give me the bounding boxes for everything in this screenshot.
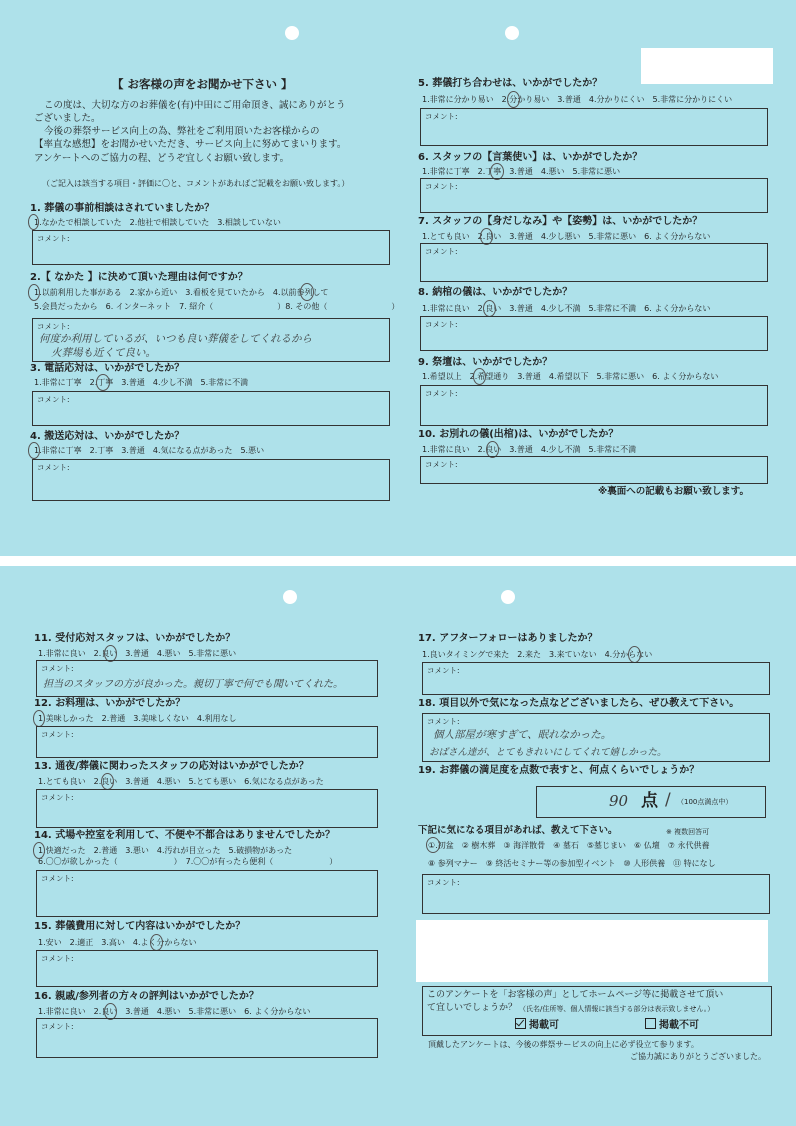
handwritten-comment: 担当のスタッフの方が良かった。親切丁寧で何でも聞いてくれた。 [43, 679, 343, 690]
punch-hole [505, 26, 519, 40]
selection-circle [426, 837, 440, 853]
selection-circle [96, 374, 110, 391]
satisfaction-score-box[interactable] [536, 786, 766, 818]
question-9-title: 9. 祭壇は、いかがでしたか？ [418, 357, 553, 368]
interest-items-row[interactable]: ①.初盆 ② 樹木葬 ③ 海洋散骨 ④ 墓石 ⑤墓じまい ⑥ 仏壇 ⑦ 永代供養 [428, 841, 710, 850]
selection-circle [33, 710, 45, 727]
checkbox-empty-icon[interactable] [645, 1018, 656, 1029]
selection-circle [28, 284, 40, 301]
satisfaction-score-value: 90 [609, 792, 629, 810]
question-11-title: 11. 受付応対スタッフは、いかがでしたか？ [34, 633, 236, 644]
publish-question: て宜しいでしょうか？ [427, 1003, 518, 1013]
question-10-options[interactable]: 1.非常に良い 2.良い 3.普通 4.少し不満 5.非常に不満 [422, 445, 637, 454]
question-2-title: 2.【 なかた 】に決めて頂いた理由は何ですか？ [30, 272, 248, 283]
question-5-comment-box[interactable] [420, 108, 768, 146]
question-8-comment-box[interactable] [420, 316, 768, 351]
intro-text: 【率直な感想】をお聞かせいただき、サービス向上に努めてまいります。 [34, 139, 347, 150]
question-14-title: 14. 式場や控室を利用して、不便や不都合はありませんでしたか？ [34, 830, 335, 841]
comment-label: コメント: [37, 463, 70, 472]
question-9-comment-box[interactable] [420, 385, 768, 426]
selection-circle [628, 646, 641, 663]
question-18-comment-box[interactable] [422, 713, 770, 762]
comment-label: コメント: [425, 182, 458, 191]
question-13-options[interactable]: 1.とても良い 2.良い 3.普通 4.悪い 5.とても悪い 6.気になる点があった [38, 777, 324, 786]
comment-label: コメント: [41, 793, 74, 802]
redacted-area [416, 920, 768, 982]
question-13-title: 13. 通夜/葬儀に関わったスタッフの応対はいかがでしたか？ [34, 761, 309, 772]
intro-text: アンケートへのご協力の程、どうぞ宜しくお願い致します。 [34, 153, 290, 164]
checkbox-checked-icon[interactable] [515, 1018, 526, 1029]
comment-label: コメント: [425, 112, 458, 121]
selection-circle [101, 773, 114, 790]
question-19-title: 19. お葬儀の満足度を点数で表すと、何点くらいでしょうか？ [418, 765, 700, 776]
publish-allowed-label: 掲載可 [529, 1020, 559, 1031]
publish-permission-box [422, 986, 772, 1036]
interest-comment-box[interactable] [422, 874, 770, 914]
question-5-options[interactable]: 1.非常に分かり易い 2.分かり易い 3.普通 4.分かりにくい 5.非常に分かりにくい [422, 95, 733, 104]
comment-label: コメント: [41, 664, 74, 673]
privacy-note: （氏名/住所等、個人情報に該当する部分は表示致しません。） [519, 1005, 715, 1013]
selection-circle [483, 300, 496, 317]
question-6-options[interactable]: 1.非常に丁寧 2.丁寧 3.普通 4.悪い 5.非常に悪い [422, 167, 621, 176]
interest-items-title: 下記に気になる項目があれば、教えて下さい。 [418, 825, 618, 836]
comment-label: コメント: [427, 717, 460, 726]
question-2-comment-box[interactable] [32, 318, 390, 362]
comment-label: コメント: [37, 234, 70, 243]
instruction-note: （ご記入は該当する項目・評価に〇と、コメントがあればご記載をお願い致します。） [42, 179, 350, 188]
question-16-title: 16. 親戚/参列者の方々の評判はいかがでしたか？ [34, 991, 259, 1002]
question-8-title: 8. 納棺の儀は、いかがでしたか？ [418, 287, 573, 298]
intro-text: この度は、大切な方のお葬儀を(有)中田にご用命頂き、誠にありがとう [44, 100, 346, 111]
question-14-options[interactable]: 6.〇〇が欲しかった（ ） 7.〇〇が有ったら便利（ ） [38, 857, 338, 866]
question-12-comment-box[interactable] [36, 726, 378, 758]
question-13-comment-box[interactable] [36, 789, 378, 828]
question-14-options[interactable]: 1.快適だった 2.普通 3.悪い 4.汚れが目立った 5.破損物があった [38, 846, 293, 855]
question-12-title: 12. お料理は、いかがでしたか？ [34, 698, 186, 709]
question-7-options[interactable]: 1.とても良い 2.良い 3.普通 4.少し悪い 5.非常に悪い 6. よく分からない [422, 232, 711, 241]
comment-label: コメント: [425, 247, 458, 256]
question-4-comment-box[interactable] [32, 459, 390, 501]
question-4-options[interactable]: 1.非常に丁寧 2.丁寧 3.普通 4.気になる点があった 5.悪い [34, 446, 265, 455]
comment-label: コメント: [425, 460, 458, 469]
question-11-options[interactable]: 1.非常に良い 2.良い 3.普通 4.悪い 5.非常に悪い [38, 649, 237, 658]
handwritten-comment: 個人部屋が寒すぎて、眠れなかった。 [433, 729, 612, 741]
intro-text: 今後の葬祭サービス向上の為、弊社をご利用頂いたお客様からの [44, 126, 320, 137]
question-10-comment-box[interactable] [420, 456, 768, 484]
selection-circle [507, 91, 520, 108]
score-max-note: （100点満点中） [677, 798, 733, 806]
footer-thanks: 頂戴したアンケートは、今後の葬祭サービスの向上に必ず役立て参ります。 [428, 1040, 699, 1049]
publish-denied-label: 掲載不可 [659, 1020, 699, 1031]
handwritten-comment: おばさん達が、とてもきれいにしてくれて嬉しかった。 [429, 747, 667, 758]
selection-circle [28, 214, 39, 230]
selection-circle [473, 368, 486, 385]
handwritten-comment: 何度か利用しているが、いつも良い葬儀をしてくれるから [39, 333, 312, 345]
punch-hole [501, 590, 515, 604]
handwritten-comment: 火葬場も近くて良い。 [51, 347, 156, 359]
question-17-options[interactable]: 1.良いタイミングで来た 2.来た 3.来ていない 4.分からない [422, 650, 653, 659]
question-16-comment-box[interactable] [36, 1018, 378, 1058]
question-2-options[interactable]: 5.会員だったから 6. インターネット 7. 紹介（ ）8. その他（ ） [34, 302, 400, 311]
comment-label: コメント: [425, 320, 458, 329]
question-17-title: 17. アフターフォローはありましたか？ [418, 633, 598, 644]
punch-hole [285, 26, 299, 40]
question-4-title: 4. 搬送応対は、いかがでしたか？ [30, 431, 185, 442]
selection-circle [300, 283, 314, 301]
comment-label: コメント: [427, 666, 460, 675]
question-1-title: 1. 葬儀の事前相談はされていましたか？ [30, 203, 215, 214]
multiple-answers-note: ※ 複数回答可 [666, 828, 710, 836]
footer-thanks: ご協力誠にありがとうございました。 [630, 1052, 766, 1061]
question-2-options[interactable]: 1.以前利用した事がある 2.家から近い 3.看板を見ていたから 4.以前参列して [34, 288, 329, 297]
comment-label: コメント: [41, 874, 74, 883]
question-3-options[interactable]: 1.非常に丁寧 2.丁寧 3.普通 4.少し不満 5.非常に不満 [34, 378, 249, 387]
publish-question: このアンケートを「お客様の声」としてホームページ等に掲載させて頂い [427, 990, 724, 1000]
question-15-comment-box[interactable] [36, 950, 378, 987]
score-unit: 点 [641, 791, 658, 811]
comment-label: コメント: [37, 322, 70, 331]
question-1-comment-box[interactable] [32, 230, 390, 265]
question-15-title: 15. 葬儀費用に対して内容はいかがでしたか？ [34, 921, 246, 932]
question-11-comment-box[interactable] [36, 660, 378, 697]
question-16-options[interactable]: 1.非常に良い 2.良い 3.普通 4.悪い 5.非常に悪い 6. よく分からない [38, 1007, 311, 1016]
question-12-options[interactable]: 1.美味しかった 2.普通 3.美味しくない 4.利用なし [38, 714, 237, 723]
question-18-title: 18. 項目以外で気になった点などございましたら、ぜひ教えて下さい。 [418, 698, 740, 709]
survey-sheet-back [0, 566, 796, 1126]
question-3-title: 3. 電話応対は、いかがでしたか？ [30, 363, 185, 374]
comment-label: コメント: [37, 395, 70, 404]
question-6-title: 6. スタッフの【言葉使い】は、いかがでしたか？ [418, 152, 643, 163]
score-slash: / [665, 790, 671, 810]
question-9-options[interactable]: 1.希望以上 2.希望通り 3.普通 4.希望以下 5.非常に悪い 6. よく分からない [422, 372, 719, 381]
question-6-comment-box[interactable] [420, 178, 768, 213]
selection-circle [28, 442, 40, 459]
selection-circle [33, 842, 45, 859]
question-7-comment-box[interactable] [420, 243, 768, 282]
question-7-title: 7. スタッフの【身だしなみ】や【姿勢】は、いかがでしたか？ [418, 216, 703, 227]
comment-label: コメント: [41, 954, 74, 963]
question-17-comment-box[interactable] [422, 662, 770, 695]
publish-allowed-option[interactable] [515, 1018, 559, 1032]
question-8-options[interactable]: 1.非常に良い 2.良い 3.普通 4.少し不満 5.非常に不満 6. よく分からない [422, 304, 711, 313]
question-10-title: 10. お別れの儀(出棺)は、いかがでしたか？ [418, 429, 619, 440]
question-14-comment-box[interactable] [36, 870, 378, 917]
publish-denied-option[interactable] [645, 1018, 699, 1032]
survey-title: 【 お客様の声をお聞かせ下さい 】 [112, 77, 293, 91]
survey-sheet-front [0, 0, 796, 556]
comment-label: コメント: [427, 878, 460, 887]
comment-label: コメント: [425, 389, 458, 398]
intro-text: ございました。 [34, 113, 101, 124]
interest-items-row[interactable]: ⑧ 参列マナー ⑨ 終活セミナー等の参加型イベント ⑩ 人形供養 ⑪ 特になし [428, 859, 716, 868]
question-1-options[interactable]: 1.なかたで相談していた 2.他社で相談していた 3.相談していない [34, 218, 281, 227]
comment-label: コメント: [41, 1022, 74, 1031]
comment-label: コメント: [41, 730, 74, 739]
selection-circle [150, 934, 163, 951]
question-3-comment-box[interactable] [32, 391, 390, 426]
question-5-title: 5. 葬儀打ち合わせは、いかがでしたか？ [418, 78, 603, 89]
redacted-area [641, 48, 773, 84]
punch-hole [283, 590, 297, 604]
back-side-note: ※裏面への記載もお願い致します。 [598, 486, 749, 497]
question-15-options[interactable]: 1.安い 2.適正 3.高い 4.よく分からない [38, 938, 197, 947]
